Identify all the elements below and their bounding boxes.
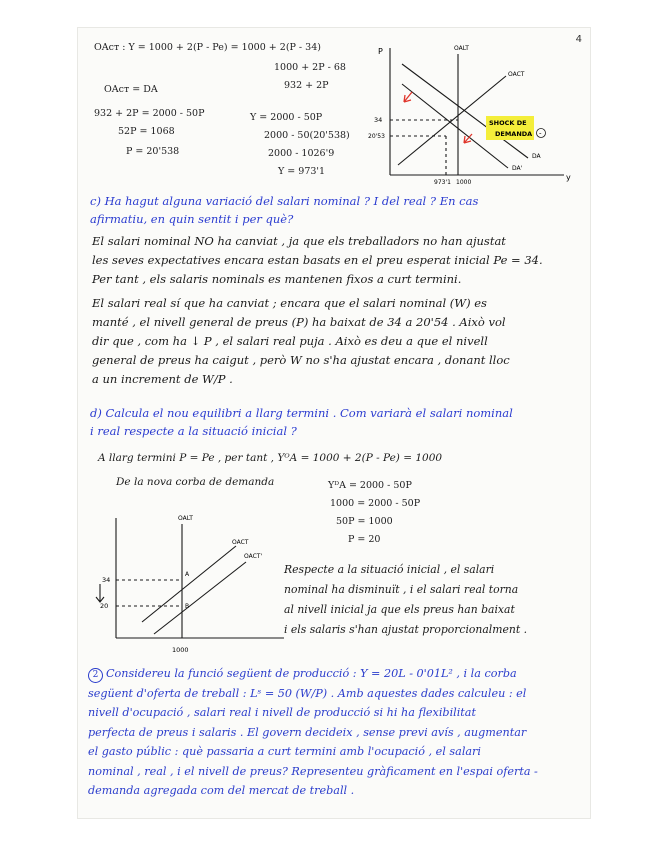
text-line <box>88 664 586 684</box>
section-d-eq-4: P = 20 <box>348 534 381 545</box>
section-d-notes <box>284 560 584 640</box>
g2-oact2-label: OACT' <box>244 553 263 560</box>
text-line: el gasto públic : què passaria a curt termini amb l'ocupació , el salari <box>88 745 481 758</box>
section-d-eq-3: 50P = 1000 <box>336 516 393 527</box>
section-d-eq-1: YᴰA = 2000 - 50P <box>328 480 412 491</box>
g1-p34-tick: 34 <box>374 116 383 124</box>
g1-shock-label-2: DEMANDA <box>495 130 533 138</box>
text-line: al nivell inicial ja que els preus han baixat <box>284 603 515 616</box>
g1-oalt-label: OALT <box>454 45 469 52</box>
g1-y973-tick: 973'1 <box>434 179 451 186</box>
text-line: i els salaris s'han ajustat proporcionalment . <box>284 623 528 636</box>
g1-da2-label: DA' <box>512 165 523 172</box>
section-c-question-2: afirmatiu, en quin sentit i per què? <box>90 212 294 226</box>
text-line: nivell d'ocupació , salari real i nivell de producció si hi ha flexibilitat <box>88 706 476 719</box>
text-line: nominal , real , i el nivell de preus? Representeu gràficament en l'espai oferta - <box>88 764 538 778</box>
g2-point-b: B <box>185 603 190 610</box>
g1-shift-arrow-1 <box>404 92 412 102</box>
q2-line-1: Considereu la funció següent de producció : Y = 20L - 0'01L² , i la corba <box>106 667 517 680</box>
section-d-eq-2: 1000 = 2000 - 50P <box>330 498 421 509</box>
text-line: perfecta de preus i salaris . El govern decideix , sense previ avís , augmentar <box>88 725 527 739</box>
g2-oact2-line <box>154 562 246 634</box>
g1-shock-sign: - <box>539 129 542 138</box>
g1-p20-tick: 20'53 <box>368 133 385 140</box>
section-d-question-2: i real respecte a la situació inicial ? <box>90 424 297 438</box>
text-line: les seves expectatives encara estan basats en el preu esperat inicial Pe = 34. <box>92 253 543 267</box>
question-number-badge: 2 <box>88 668 103 683</box>
eq-equate: 932 + 2P = 2000 - 50P <box>94 108 205 119</box>
g1-x-axis-label: y <box>566 173 571 182</box>
g1-da-label: DA <box>532 153 541 160</box>
section-c-paragraph-nominal <box>92 232 584 289</box>
eq-y-value: Y = 973'1 <box>278 166 326 177</box>
text-line: manté , el nivell general de preus (P) ha baixat de 34 a 20'54 . Això vol <box>92 315 506 329</box>
graph-short-run <box>368 40 580 192</box>
section-d-long-run: A llarg termini P = Pe , per tant , YᴼA = 1000 + 2(P - Pe) = 1000 <box>98 452 443 464</box>
eq-y-calc: 2000 - 1026'9 <box>268 148 335 159</box>
eq-y-da: Y = 2000 - 50P <box>250 112 323 123</box>
text-line: El salari real sí que ha canviat ; encara que el salari nominal (W) es <box>92 296 487 310</box>
page-number: 4 <box>575 34 582 45</box>
text-line: demanda agregada com del mercat de treball . <box>88 784 355 797</box>
text-line: general de preus ha caigut , però W no s'ha ajustat encara , donant lloc <box>92 353 510 367</box>
g1-da-line <box>402 64 528 158</box>
text-line: a un increment de W/P . <box>92 372 233 386</box>
notebook-page <box>78 28 590 818</box>
g2-p20-tick: 20 <box>100 602 109 610</box>
g2-oalt-label: OALT <box>178 515 193 522</box>
g2-down-arrow <box>96 584 104 602</box>
text-line: Per tant , els salaris nominals es mantenen fixos a curt termini. <box>92 272 462 286</box>
graph-long-run <box>86 510 298 660</box>
text-line: El salari nominal NO ha canviat , ja que els treballadors no han ajustat <box>92 234 506 248</box>
section-c-paragraph-real <box>92 294 584 389</box>
g1-y1000-tick: 1000 <box>456 179 472 186</box>
section-d-new-demand: De la nova corba de demanda <box>116 476 275 488</box>
text-line: Respecte a la situació inicial , el salari <box>284 563 495 576</box>
g2-point-a: A <box>185 571 190 578</box>
eq-y-sub: 2000 - 50(20'538) <box>264 130 350 141</box>
eq-oact: OAcᴛ : Y = 1000 + 2(P - Pe) = 1000 + 2(P - 34) <box>94 42 321 53</box>
g1-shock-label-1: SHOCK DE <box>489 119 527 127</box>
question-2 <box>88 664 586 801</box>
eq-52p: 52P = 1068 <box>118 126 175 137</box>
g2-oact-label: OACT <box>232 539 249 546</box>
eq-step3: 932 + 2P <box>284 80 329 91</box>
g1-oact-label: OACT <box>508 71 525 78</box>
eq-step2: 1000 + 2P - 68 <box>274 62 346 73</box>
g2-p34-tick: 34 <box>102 576 111 584</box>
section-d-question-1: d) Calcula el nou equilibri a llarg termini . Com variarà el salari nominal <box>90 406 513 420</box>
text-line: següent d'oferta de treball : Lˢ = 50 (W/P) . Amb aquestes dades calculeu : el <box>88 686 527 700</box>
eq-p-value: P = 20'538 <box>126 146 180 157</box>
g2-y1000-tick: 1000 <box>172 646 189 654</box>
section-c-question-1: c) Ha hagut alguna variació del salari nominal ? I del real ? En cas <box>90 194 479 208</box>
eq-oact-da: OAcᴛ = DA <box>104 84 158 95</box>
g1-y-axis-label: P <box>378 47 383 56</box>
text-line: nominal ha disminuït , i el salari real torna <box>284 583 519 596</box>
g2-oact-line <box>142 546 236 622</box>
text-line: dir que , com ha ↓ P , el salari real puja . Això es deu a que el nivell <box>92 334 488 348</box>
